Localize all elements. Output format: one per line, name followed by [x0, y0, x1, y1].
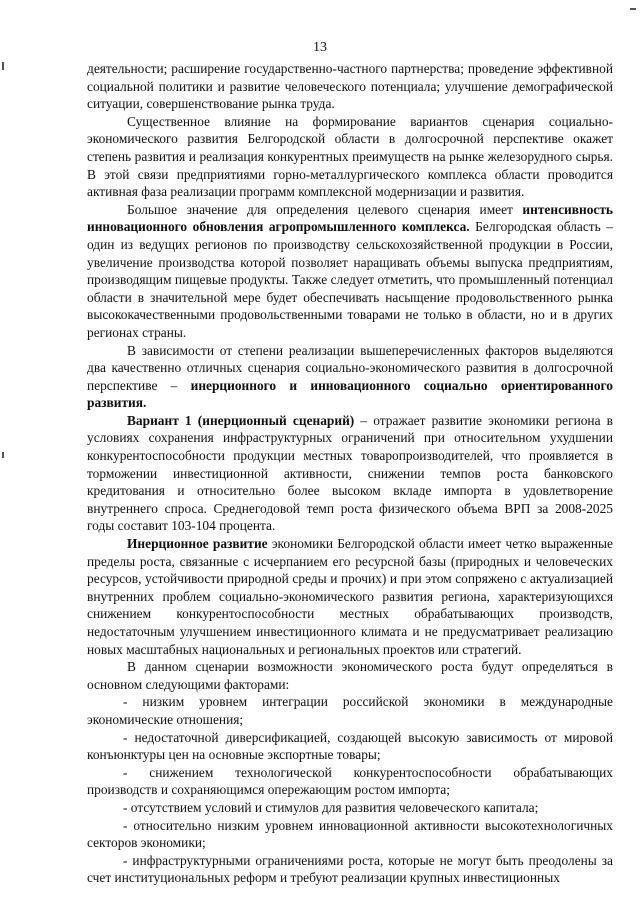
paragraph-continuation: деятельности; расширение государственно-частного партнерства; проведение эффективной социальной политики и развитие человеческого потенциала; улучшение демографической ситуации, совершенствование рынка труда. — [87, 61, 613, 112]
list-item: - отсутствием условий и стимулов для развития человеческого капитала; — [123, 799, 539, 815]
document-body — [87, 60, 613, 887]
list-item: - низким уровнем интеграции российской экономики в международные экономические отношения; — [87, 694, 613, 727]
paragraph-text: Белгородская область – один из ведущих регионов по производству сельскохозяйственной продукции в России, увеличение производства которой позволяет наращивать объемы выпуска предприятиям, производящим пищевые продукты. Также следует отметить, что промышленный потенциал области в значительной мере будет обеспечивать насыщение продовольственного рынка высококачественными продовольственными товарами не только в области, но и в других регионах страны. — [87, 219, 613, 340]
list-item: - относительно низким уровнем инновационной активности высокотехнологичных секторов экономики; — [87, 817, 613, 851]
paragraph-inertial-development — [87, 535, 613, 658]
emphasis-text: интенсивность инновационного обновления агропромышленного комплекса. — [87, 201, 613, 235]
scan-mark — [2, 62, 4, 70]
paragraph-iron-ore: Существенное влияние на формирование вариантов сценария социально-экономического развития Белгородской области в долгосрочной перспективе окажет степень развития и реализация конкурентных преимуществ на рынке железорудного сырья. В этой связи предприятиями горно-металлургического комплекса области проводится активная фаза реализации программ комплексной модернизации и развития. — [87, 113, 613, 200]
list-item: - инфраструктурными ограничениями роста, которые не могут быть преодолены за счет институциональных реформ и требуют реализации крупных инвестиционных — [87, 852, 613, 886]
emphasis-text: Инерционное развитие — [127, 536, 268, 552]
paragraph-text: – отражает развитие экономики региона в условиях сохранения инфраструктурных ограничений при относительном ухудшении конкурентоспособности продукции местных товаропроизводителей, что проявляется в торможении инвестиционной активности, снижении темпов роста банковского кредитования и относительно более высоком вкладе импорта в удовлетворение внутреннего спроса. Среднегодовой темп роста физического объема ВРП за 2008-2025 годы составит 103-104 процента. — [87, 412, 614, 534]
paragraph-text: В зависимости от степени реализации вышеперечисленных факторов выделяются два качественно отличных сценария социально-экономического развития в долгосрочной перспективе – — [87, 342, 613, 393]
paragraph-text: экономики Белгородской области имеет четко выраженные пределы роста, связанные с исчерпанием его ресурсной базы (природных и человеческих ресурсов, устойчивости природной среды и прочих) и при этом сопряжено с актуализацией внутренних проблем социально-экономического развития региона, характеризующихся снижением конкурентоспособности местных обрабатывающих производств, недостаточным улучшением инвестиционного климата и не предусматривает реализацию новых масштабных национальных и региональных проектов или стратегий. — [87, 536, 614, 657]
paragraph-text: Большое значение для определения целевого сценария имеет — [127, 201, 523, 217]
paragraph-scenarios — [87, 342, 613, 412]
list-item: - недостаточной диверсификацией, создающей высокую зависимость от мировой конъюнктуры цен на основные экспортные товары; — [87, 729, 613, 763]
emphasis-text: инерционного и инновационного социально ориентированного развития. — [87, 377, 613, 411]
emphasis-text: Вариант 1 (инерционный сценарий) — [127, 412, 355, 428]
paragraph-agro-complex — [87, 201, 613, 342]
scan-mark — [2, 452, 4, 458]
paragraph-variant-1 — [87, 412, 613, 535]
page-number: 13 — [313, 40, 327, 55]
paragraph-factors-intro: В данном сценарии возможности экономического роста будут определяться в основном следующими факторами: — [87, 659, 613, 692]
scan-mark — [630, 8, 636, 10]
list-item: - снижением технологической конкурентоспособности обрабатывающих производств и сохраняющимся опережающим ростом импорта; — [87, 764, 613, 798]
